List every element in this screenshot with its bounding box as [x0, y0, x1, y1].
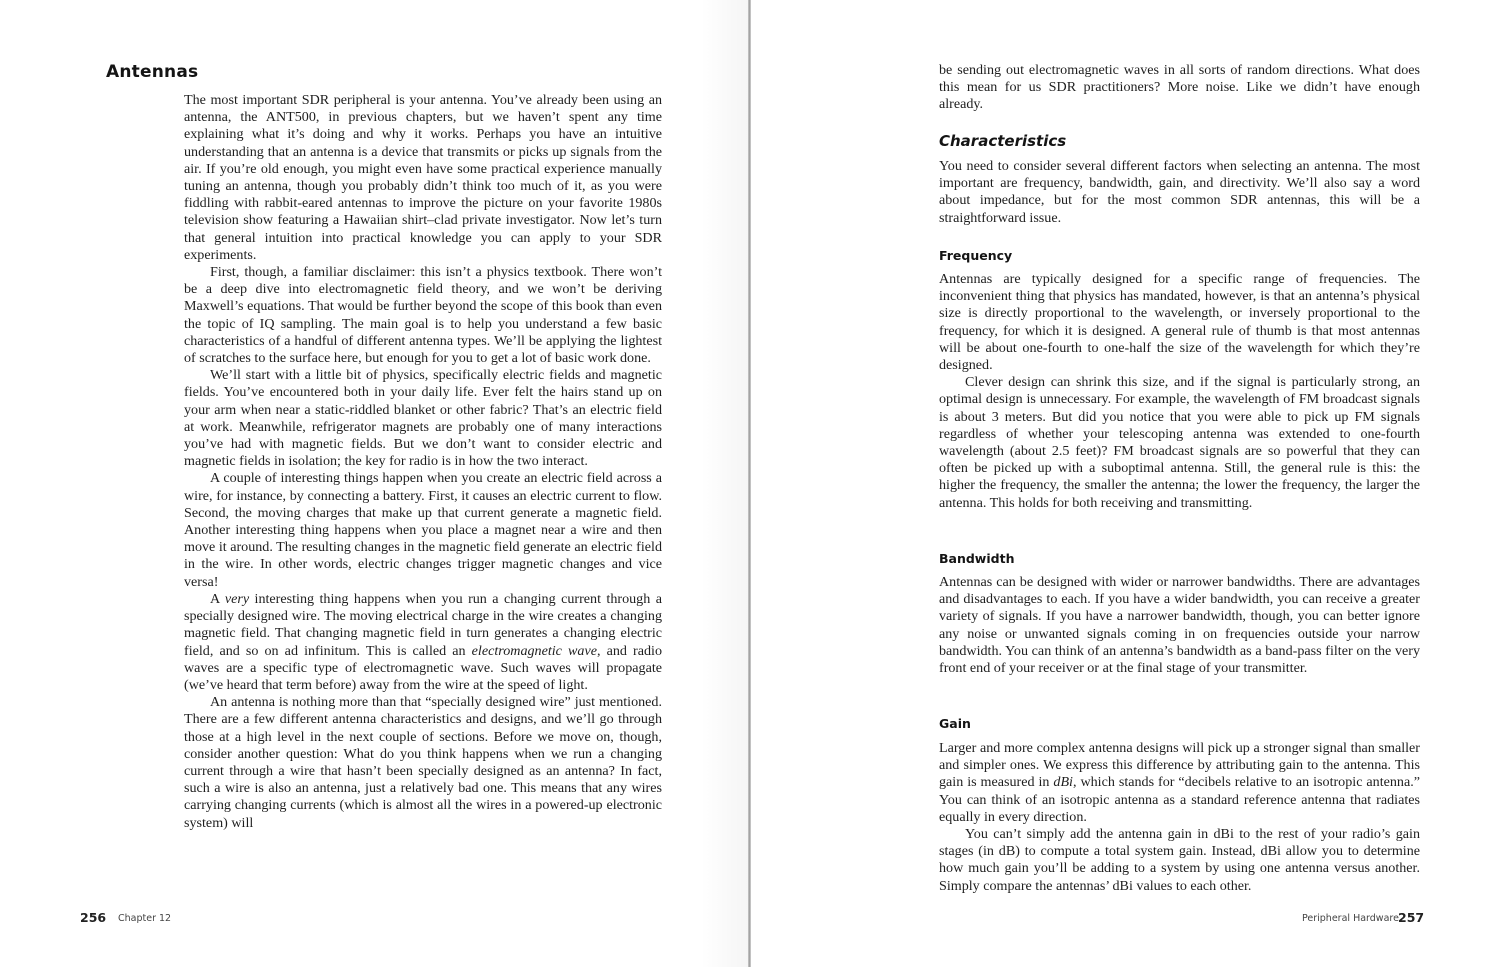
emphasis: very	[224, 590, 250, 607]
characteristics-text	[939, 158, 1420, 227]
paragraph: The most important SDR peripheral is your antenna. You’ve already been using an antenna, the ANT500, in previous chapters, but we haven’t spent any time explaining what it’s doing and why it works. Perhaps you have an intuitive understanding that an antenna is a device that transmits or picks up signals from the air. If you’re old enough, you might even have some practical experience manually tuning an antenna, though you probably didn’t think too much of it, as you were fiddling with rabbit-eared antennas to improve the picture on your favorite 1980s television show featuring a Hawaiian shirt–clad private investigator. Now let’s turn that general intuition into practical knowledge you can apply to your SDR experiments.	[184, 92, 662, 263]
right-page	[751, 0, 1500, 967]
paragraph: An antenna is nothing more than that “specially designed wire” just mentioned. There are a few different antenna characteristics and designs, and we’ll go through those at a high level in the next couple of sections. Before we move on, though, consider another question: What do you think happens when we run a changing current through a wire that hasn’t been specially designed as an antenna? In fact, such a wire is also an antenna, just a relatively bad one. This means that any wires carrying changing currents (which is almost all the wires in a powered-up electronic system) will	[184, 694, 662, 831]
paragraph	[939, 740, 1420, 826]
text-run: , and radio waves are a specific type of electromagnetic wave. Such waves will propagate (we’ve heard that term before) away from the wire at the speed of light.	[184, 642, 662, 693]
emphasis: dBi	[1053, 774, 1073, 791]
emphasis: electromagnetic wave	[471, 642, 597, 659]
paragraph: be sending out electromagnetic waves in all sorts of random directions. What does this mean for us SDR practitioners? More noise. Like we didn’t have enough already.	[939, 62, 1420, 113]
section-heading-characteristics: Characteristics	[939, 132, 1067, 150]
section-heading-antennas: Antennas	[106, 62, 199, 82]
paragraph: You need to consider several different factors when selecting an antenna. The most important are frequency, bandwidth, gain, and directivity. We’ll also say a word about impedance, but for the most common SDR antennas, this will be a straightforward issue.	[939, 158, 1420, 226]
gain-text	[939, 740, 1420, 895]
page-number: 257	[1398, 910, 1425, 925]
paragraph	[184, 591, 662, 694]
left-page	[0, 0, 748, 967]
spine-shadow	[700, 0, 748, 967]
paragraph: Antennas can be designed with wider or narrower bandwidths. There are advantages and disadvantages to each. If you have a wider bandwidth, you can receive a greater variety of signals. If you have a narrower bandwidth, though, you can better ignore any noise or unwanted signals coming in on frequencies outside your narrow bandwidth. You can think of an antenna’s bandwidth as a band-pass filter on the very front end of your receiver or at the final stage of your transmitter.	[939, 574, 1420, 677]
paragraph: Antennas are typically designed for a specific range of frequencies. The inconvenient thing that physics has mandated, however, is that an antenna’s physical size is directly proportional to the wavelength, or inversely proportional to the frequency, for which it is designed. A general rule of thumb is that most antennas will be about one-fourth to one-half the size of the wavelength for which they’re designed.	[939, 271, 1420, 374]
subheading-gain: Gain	[939, 716, 971, 731]
page-number: 256	[80, 910, 107, 925]
paragraph: We’ll start with a little bit of physics, specifically electric fields and magnetic fields. You’ve encountered both in your daily life. Ever felt the hairs stand up on your arm when near a static-riddled blanket or other fabric? That’s an electric field at work. Meanwhile, refrigerator magnets are probably one of many interactions you’ve had with magnetic fields. But we don’t want to consider electric and magnetic fields in isolation; the key for radio is in how the two interact.	[184, 367, 662, 470]
bandwidth-text	[939, 574, 1420, 677]
text-run: interesting thing happens when you run a changing current through a specially designed wire. The moving electrical charge in the wire creates a changing magnetic field. That changing magnetic field in turn generates a changing electric field, and so on ad infinitum. This is called an	[184, 590, 662, 659]
paragraph: Clever design can shrink this size, and if the signal is particularly strong, an optimal design is unnecessary. For example, the wavelength of FM broadcast signals is about 3 meters. But did you notice that you were able to pick up FM signals regardless of whether your telescoping antenna was extended to one-fourth wavelength (about 2.5 feet)? FM broadcast signals are so powerful that they can often be picked up with a suboptimal antenna. Still, the general rule is this: the higher the frequency, the smaller the antenna; the lower the frequency, the larger the antenna. This holds for both receiving and transmitting.	[939, 374, 1420, 511]
subheading-bandwidth: Bandwidth	[939, 551, 1015, 566]
text-run: Larger and more complex antenna designs will pick up a stronger signal than smaller and simpler ones. We express this difference by attributing gain to the antenna. This gain is measured in	[939, 740, 1420, 791]
left-body-text	[184, 92, 662, 832]
frequency-text	[939, 271, 1420, 512]
running-head: Peripheral Hardware	[1302, 913, 1399, 924]
text-run: A	[210, 590, 225, 607]
paragraph: First, though, a familiar disclaimer: this isn’t a physics textbook. There won’t be a deep dive into electromagnetic field theory, and we won’t be deriving Maxwell’s equations. That would be further beyond the scope of this book than even the topic of IQ sampling. The main goal is to help you understand a few basic characteristics of a handful of different antenna types. We’ll be applying the lightest of scratches to the surface here, but enough for you to get a lot of basic work done.	[184, 264, 662, 367]
subheading-frequency: Frequency	[939, 248, 1013, 263]
text-run: , which stands for “decibels relative to an isotropic antenna.” You can think of an isotropic antenna as a standard reference antenna that radiates equally in every direction.	[939, 774, 1420, 825]
paragraph: A couple of interesting things happen when you create an electric field across a wire, for instance, by connecting a battery. First, it causes an electric current to flow. Second, the moving charges that make up that current generate a magnetic field. Another interesting thing happens when you place a magnet near a wire and then move it around. The resulting changes in the magnetic field generate an electric field in the wire. In other words, electric changes trigger magnetic changes and vice versa!	[184, 470, 662, 590]
paragraph: You can’t simply add the antenna gain in dBi to the rest of your radio’s gain stages (in dB) to compute a total system gain. Instead, dBi allow you to determine how much gain you’ll be adding to a system by using one antenna versus another. Simply compare the antennas’ dBi values to each other.	[939, 826, 1420, 894]
continuation-text	[939, 62, 1420, 114]
running-head: Chapter 12	[118, 913, 172, 924]
